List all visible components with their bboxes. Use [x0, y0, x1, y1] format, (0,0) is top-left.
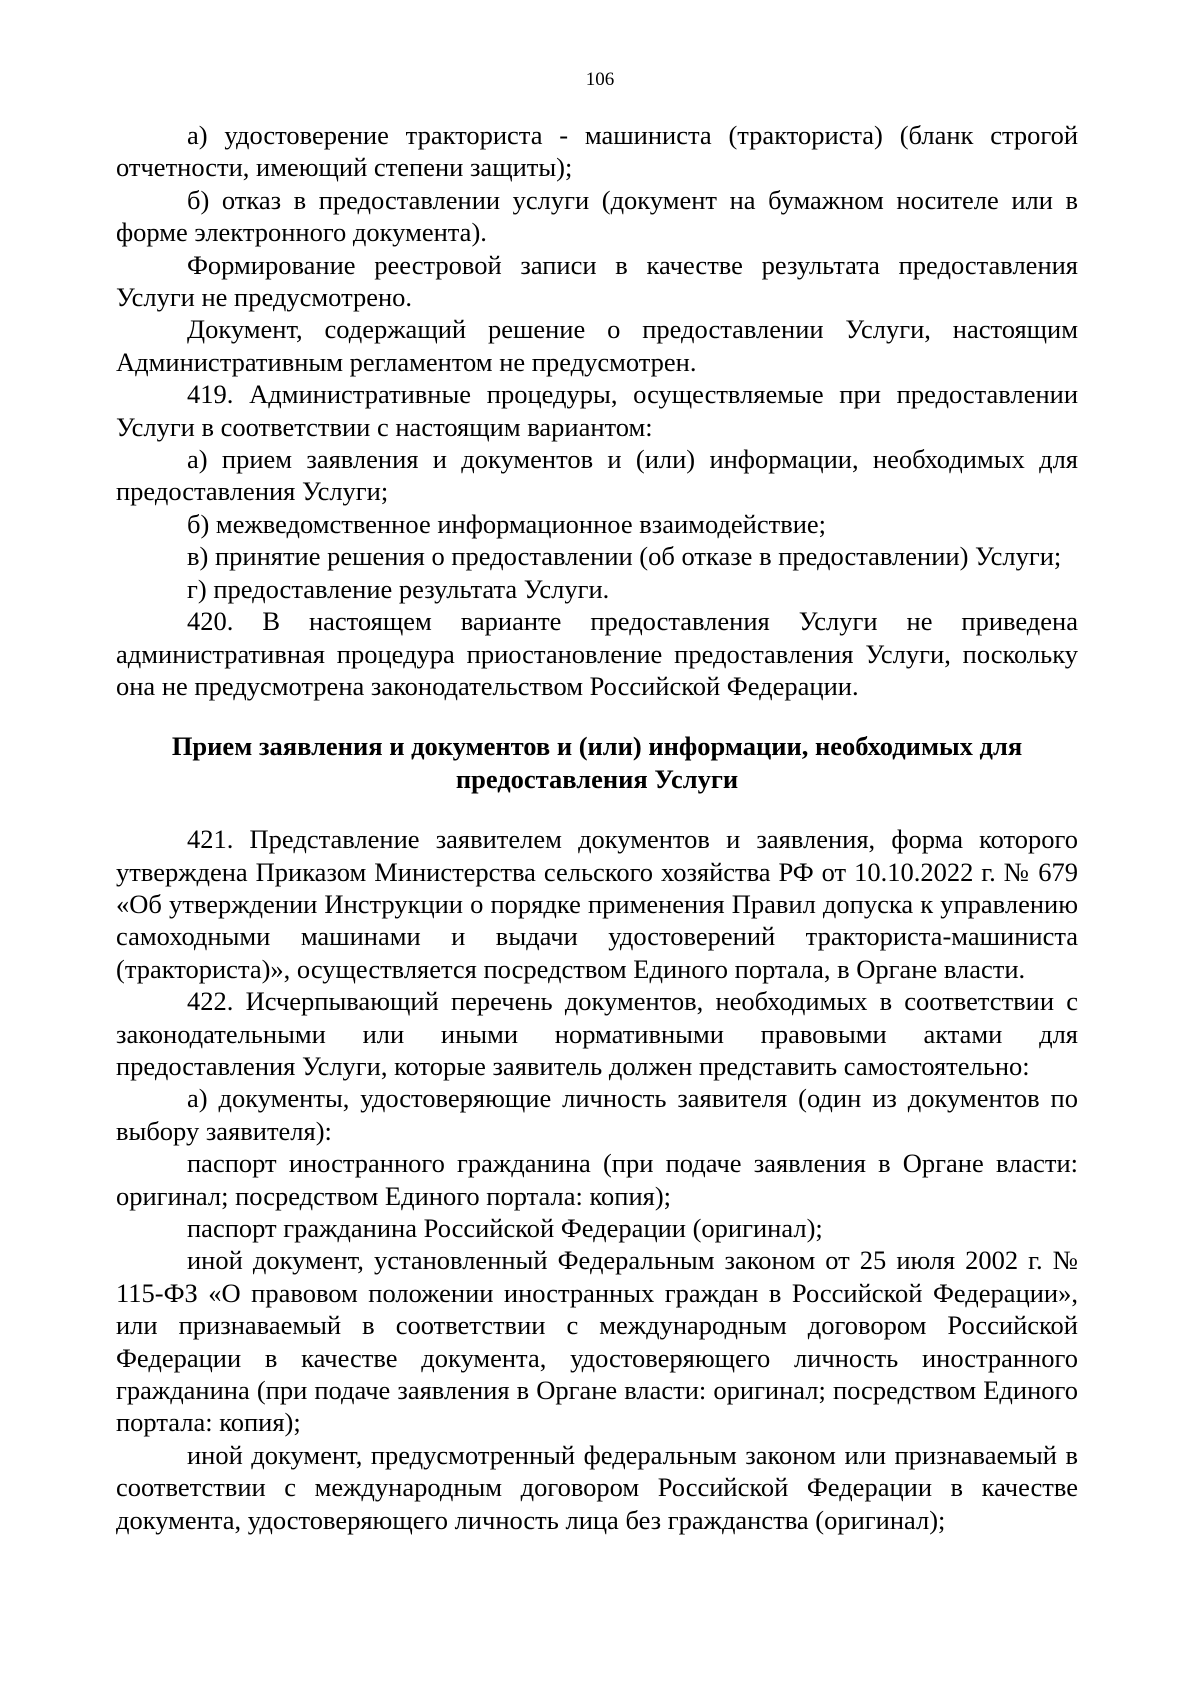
- paragraph: а) прием заявления и документов и (или) информации, необходимых для предоставления Услуги;: [116, 444, 1078, 507]
- paragraph: б) межведомственное информационное взаимодействие;: [187, 508, 827, 539]
- paragraph: г) предоставление результата Услуги.: [187, 573, 610, 604]
- paragraph: иной документ, предусмотренный федеральным законом или признаваемый в соответствии с международным договором Российской Федерации в качестве документа, удостоверяющего личность лица без гражданства (оригинал);: [116, 1439, 1078, 1535]
- document-body: [116, 119, 1078, 1536]
- page-number: 106: [585, 69, 615, 90]
- paragraph: иной документ, установленный Федеральным законом от 25 июля 2002 г. № 115-ФЗ «О правовом положении иностранных граждан в Российской Федерации», или признаваемый в соответствии с международным договором Российской Федерации в качестве документа, удостоверяющего личность иностранного гражданина (при подаче заявления в Органе власти: оригинал; посредством Единого портала: копия);: [116, 1245, 1078, 1438]
- paragraph: а) удостоверение тракториста - машиниста (тракториста) (бланк строгой отчетности, имеющий степени защиты);: [116, 120, 1078, 183]
- paragraph: б) отказ в предоставлении услуги (документ на бумажном носителе или в форме электронного документа).: [116, 184, 1078, 248]
- paragraph: паспорт иностранного гражданина (при подаче заявления в Органе власти: оригинал; посредством Единого портала: копия);: [116, 1148, 1078, 1211]
- paragraph: а) документы, удостоверяющие личность заявителя (один из документов по выбору заявителя):: [116, 1083, 1078, 1146]
- paragraph: 419. Административные процедуры, осуществляемые при предоставлении Услуги в соответствии с настоящим вариантом:: [116, 379, 1078, 442]
- paragraph: паспорт гражданина Российской Федерации (оригинал);: [187, 1213, 823, 1243]
- paragraph: 421. Представление заявителем документов и заявления, форма которого утверждена Приказом Министерства сельского хозяйства РФ от 10.10.2022 г. № 679 «Об утверждении Инструкции о порядке применения Правил допуска к управлению самоходными машинами и выдачи удостоверений тракториста-машиниста (тракториста)», осуществляется посредством Единого портала, в Органе власти.: [116, 824, 1078, 984]
- paragraph: Формирование реестровой записи в качестве результата предоставления Услуги не предусмотрено.: [116, 249, 1078, 313]
- section-heading: Прием заявления и документов и (или) информации, необходимых для предоставления Услуги: [171, 731, 1023, 794]
- paragraph: Документ, содержащий решение о предоставлении Услуги, настоящим Административным регламентом не предусмотрен.: [116, 314, 1078, 377]
- paragraph: 420. В настоящем варианте предоставления Услуги не приведена административная процедура приостановление предоставления Услуги, поскольку она не предусмотрена законодательством Российской Федерации.: [116, 606, 1078, 701]
- paragraph: 422. Исчерпывающий перечень документов, необходимых в соответствии с законодательными или иными нормативными правовыми актами для предоставления Услуги, которые заявитель должен представить самостоятельно:: [116, 986, 1078, 1081]
- paragraph: в) принятие решения о предоставлении (об отказе в предоставлении) Услуги;: [187, 541, 1062, 572]
